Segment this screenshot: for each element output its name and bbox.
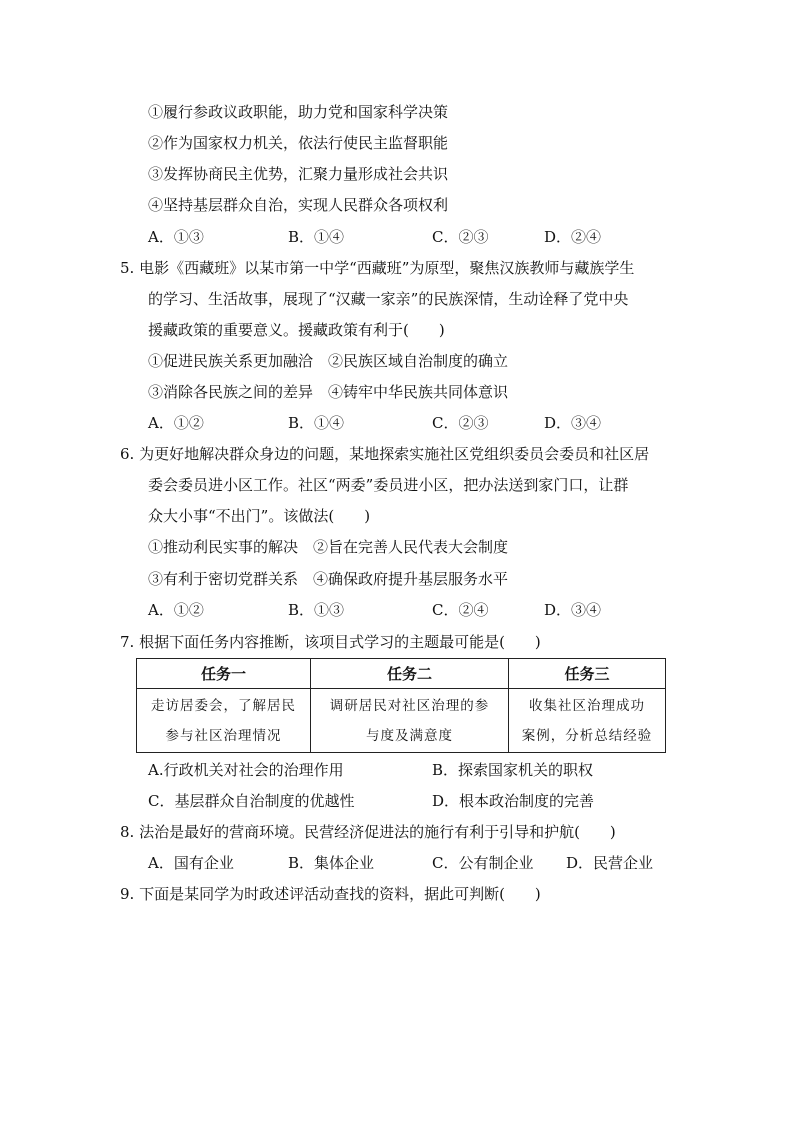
q6-item-row-2: ③有利于密切党群关系 ④确保政府提升基层服务水平 bbox=[148, 570, 509, 588]
task-header-3: 任务三 bbox=[509, 659, 666, 689]
q4-option-d[interactable]: D．②④ bbox=[544, 228, 602, 246]
q4-item-2: ②作为国家权力机关，依法行使民主监督职能 bbox=[148, 134, 449, 152]
task-cell-2-line-1: 调研居民对社区治理的参 bbox=[329, 697, 490, 714]
q7-option-c[interactable]: C．基层群众自治制度的优越性 bbox=[148, 792, 355, 810]
q4-option-b[interactable]: B．①④ bbox=[288, 228, 345, 246]
task-cell-3-line-2: 案例，分析总结经验 bbox=[521, 727, 653, 744]
q8-option-c[interactable]: C．公有制企业 bbox=[432, 854, 534, 872]
q8-option-d[interactable]: D．民营企业 bbox=[566, 854, 654, 872]
q4-item-4: ④坚持基层群众自治，实现人民群众各项权利 bbox=[148, 196, 449, 214]
q5-stem-line-3: 援藏政策的重要意义。援藏政策有利于( ) bbox=[148, 321, 445, 339]
task-table-body-row bbox=[137, 689, 666, 753]
q7-option-b[interactable]: B．探索国家机关的职权 bbox=[432, 761, 594, 779]
q5-options bbox=[148, 413, 708, 433]
q8-stem: 8. 法治是最好的营商环境。民营经济促进法的施行有利于引导和护航( ) bbox=[120, 823, 616, 841]
task-cell-1-line-2: 参与社区治理情况 bbox=[165, 727, 282, 744]
q4-options bbox=[148, 227, 708, 247]
q5-option-c[interactable]: C．②③ bbox=[432, 414, 489, 432]
q4-item-1: ①履行参政议政职能，助力党和国家科学决策 bbox=[148, 103, 449, 121]
q6-option-c[interactable]: C．②④ bbox=[432, 601, 489, 619]
q6-stem-line-1: 6. 为更好地解决群众身边的问题，某地探索实施社区党组织委员会委员和社区居 bbox=[120, 445, 650, 463]
q4-item-3: ③发挥协商民主优势，汇聚力量形成社会共识 bbox=[148, 165, 449, 183]
q9-stem: 9. 下面是某同学为时政述评活动查找的资料，据此可判断( ) bbox=[120, 885, 541, 903]
q8-option-b[interactable]: B．集体企业 bbox=[288, 854, 375, 872]
q5-item-row-2: ③消除各民族之间的差异 ④铸牢中华民族共同体意识 bbox=[148, 383, 509, 401]
q7-option-a[interactable]: A.行政机关对社会的治理作用 bbox=[148, 761, 344, 779]
q6-option-d[interactable]: D．③④ bbox=[544, 601, 602, 619]
task-cell-2 bbox=[311, 689, 509, 753]
q5-option-d[interactable]: D．③④ bbox=[544, 414, 602, 432]
task-cell-1-line-1: 走访居委会，了解居民 bbox=[151, 697, 296, 714]
q4-option-c[interactable]: C．②③ bbox=[432, 228, 489, 246]
q6-stem-line-3: 众大小事“不出门”。该做法( ) bbox=[148, 507, 371, 525]
task-header-1: 任务一 bbox=[137, 659, 311, 689]
q7-options-row-2 bbox=[148, 791, 708, 811]
q6-option-a[interactable]: A．①② bbox=[148, 601, 204, 619]
q6-option-b[interactable]: B．①③ bbox=[288, 601, 345, 619]
q5-item-row-1: ①促进民族关系更加融洽 ②民族区域自治制度的确立 bbox=[148, 352, 509, 370]
task-table-header-row bbox=[137, 659, 666, 689]
q7-stem: 7. 根据下面任务内容推断，该项目式学习的主题最可能是( ) bbox=[120, 633, 541, 651]
task-cell-1 bbox=[137, 689, 311, 753]
task-table bbox=[136, 658, 666, 753]
q6-stem-line-2: 委会委员进小区工作。社区“两委”委员进小区，把办法送到家门口，让群 bbox=[148, 476, 629, 494]
task-cell-2-line-2: 与度及满意度 bbox=[366, 727, 453, 744]
q6-options bbox=[148, 600, 708, 620]
task-cell-3 bbox=[509, 689, 666, 753]
q5-option-a[interactable]: A．①② bbox=[148, 414, 204, 432]
q7-option-d[interactable]: D．根本政治制度的完善 bbox=[432, 792, 595, 810]
q6-item-row-1: ①推动利民实事的解决 ②旨在完善人民代表大会制度 bbox=[148, 538, 509, 556]
q8-option-a[interactable]: A．国有企业 bbox=[148, 854, 234, 872]
q4-option-a[interactable]: A．①③ bbox=[148, 228, 204, 246]
task-header-2: 任务二 bbox=[311, 659, 509, 689]
q5-stem-line-1: 5. 电影《西藏班》以某市第一中学“西藏班”为原型，聚焦汉族教师与藏族学生 bbox=[120, 259, 635, 277]
task-cell-3-line-1: 收集社区治理成功 bbox=[529, 697, 645, 714]
q5-stem-line-2: 的学习、生活故事，展现了“汉藏一家亲”的民族深情，生动诠释了党中央 bbox=[148, 290, 629, 308]
q7-options-row-1 bbox=[148, 760, 708, 780]
q8-options bbox=[148, 853, 708, 873]
q5-option-b[interactable]: B．①④ bbox=[288, 414, 345, 432]
